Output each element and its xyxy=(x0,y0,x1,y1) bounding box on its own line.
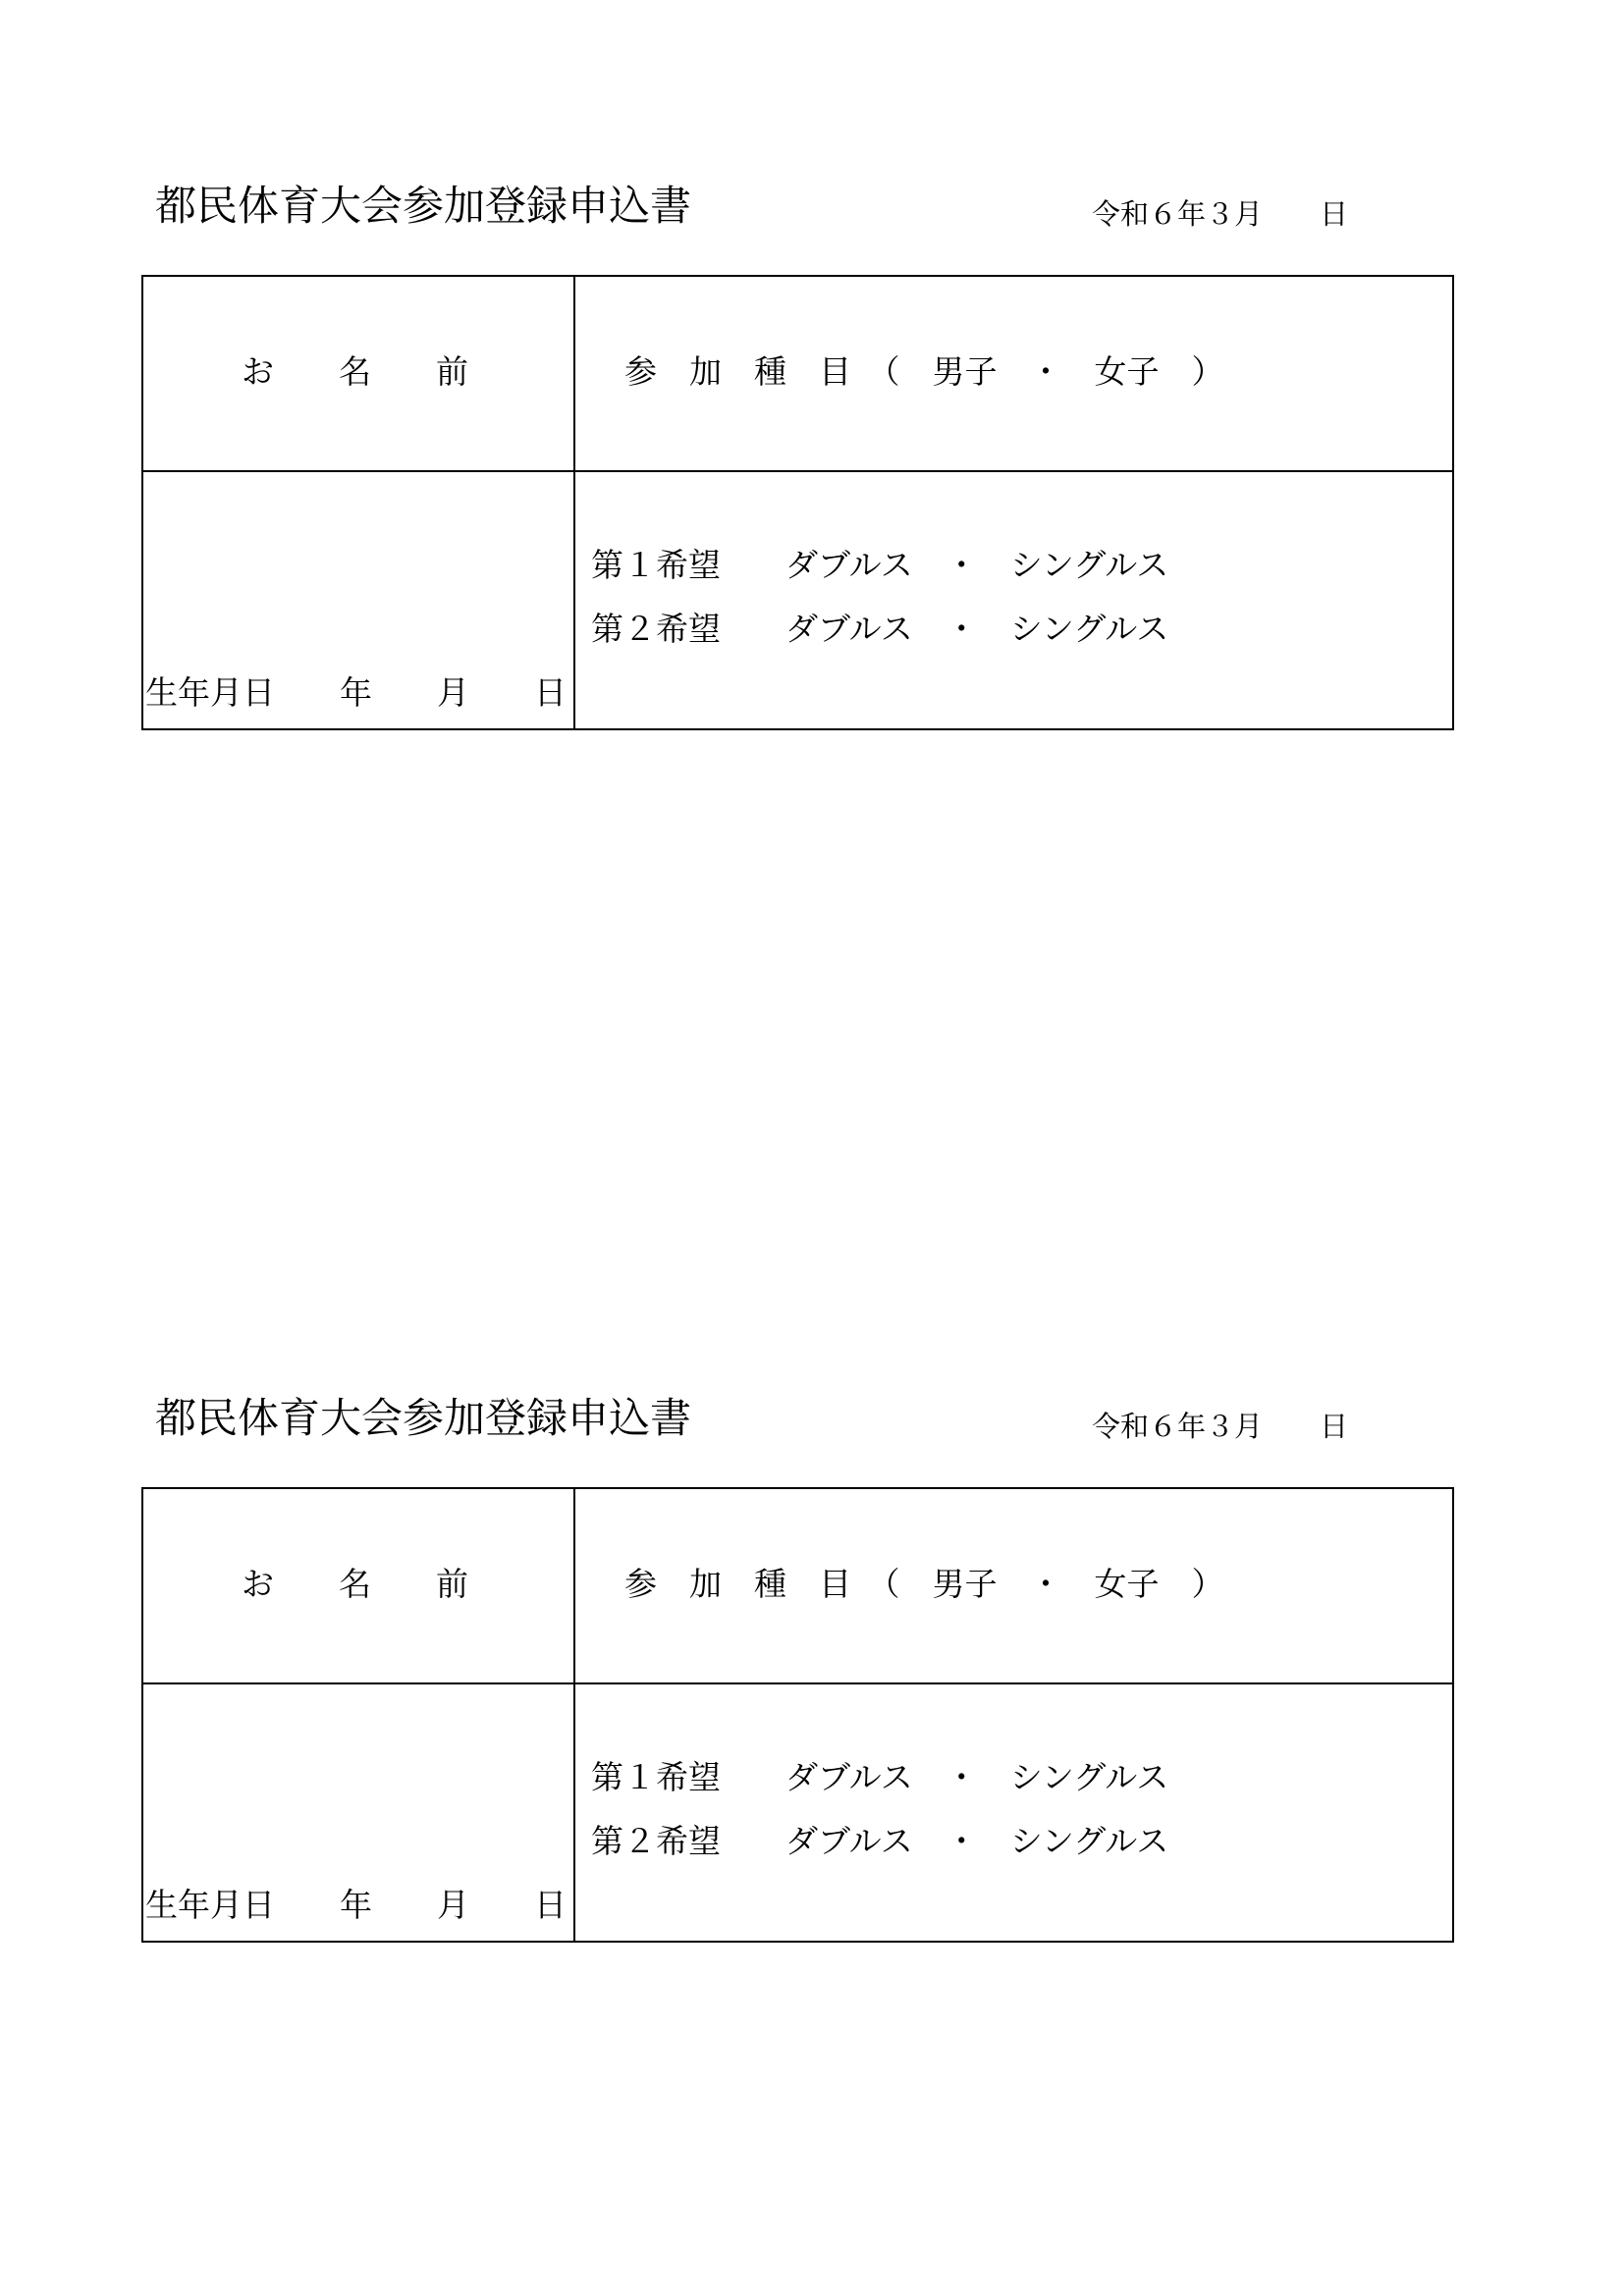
registration-form-2 xyxy=(0,1394,1624,1944)
form-table xyxy=(141,1487,1454,1943)
name-header: お 名 前 xyxy=(242,352,468,391)
form-title: 都民体育大会参加登録申込書 xyxy=(155,182,692,230)
event-header: 参 加 種 目 （ 男子 ・ 女子 ） xyxy=(624,1565,1224,1603)
form-table xyxy=(141,275,1454,730)
table-divider-horizontal xyxy=(143,1682,1452,1684)
event-header: 参 加 種 目 （ 男子 ・ 女子 ） xyxy=(624,352,1224,391)
table-divider-horizontal xyxy=(143,470,1452,472)
name-header: お 名 前 xyxy=(242,1565,468,1603)
registration-form-1 xyxy=(0,182,1624,731)
table-divider-vertical xyxy=(573,277,575,728)
form-date: 令和６年３月 日 xyxy=(1092,1410,1349,1443)
first-choice-line: 第１希望 ダブルス ・ シングルス xyxy=(591,1758,1169,1796)
first-choice-line: 第１希望 ダブルス ・ シングルス xyxy=(591,546,1169,584)
form-title: 都民体育大会参加登録申込書 xyxy=(155,1394,692,1442)
second-choice-line: 第２希望 ダブルス ・ シングルス xyxy=(591,1822,1169,1860)
form-date: 令和６年３月 日 xyxy=(1092,197,1349,231)
birthdate-label: 生年月日 年 月 日 xyxy=(145,673,567,712)
second-choice-line: 第２希望 ダブルス ・ シングルス xyxy=(591,610,1169,648)
table-divider-vertical xyxy=(573,1489,575,1941)
birthdate-label: 生年月日 年 月 日 xyxy=(145,1886,567,1924)
